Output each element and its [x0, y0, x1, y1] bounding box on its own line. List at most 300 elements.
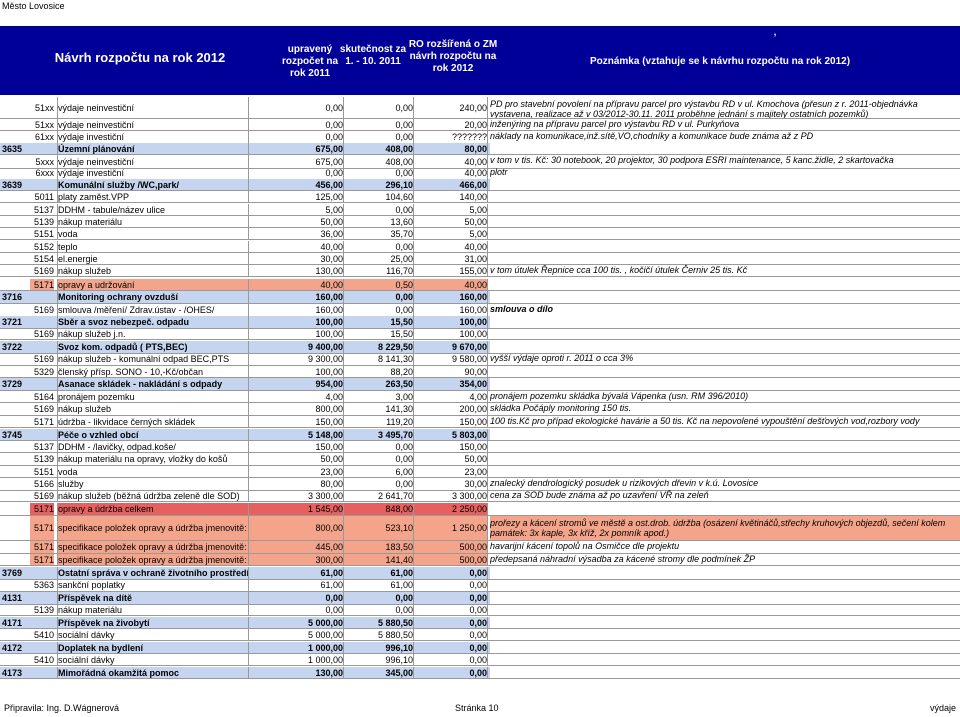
proposal-value: 40,00 — [413, 167, 488, 179]
budget-value: 100,00 — [248, 366, 343, 377]
section-id — [2, 541, 30, 553]
budget-value: 3 300,00 — [248, 490, 343, 501]
proposal-value: 0,00 — [413, 567, 488, 579]
item-name: voda — [57, 466, 257, 477]
item-code: 5169 — [33, 329, 54, 339]
budget-value: 456,00 — [248, 179, 343, 190]
note-text: pronájem pozemku skládka bývalá Vápenka (usn. RM 396/2010) — [490, 391, 749, 401]
item-name: výdaje investiční — [57, 167, 257, 179]
item-name: Svoz kom. odpadů ( PTS,BEC) — [57, 341, 257, 353]
note-text — [490, 341, 960, 353]
proposal-value: 150,00 — [413, 441, 488, 452]
budget-value: 150,00 — [248, 441, 343, 452]
proposal-value: 0,00 — [413, 629, 488, 640]
item-name: specifikace položek opravy a údržba jmenovitě: — [57, 516, 257, 540]
item-name: sankční poplatky — [57, 579, 257, 591]
section-row — [0, 143, 960, 155]
item-code: 51xx — [34, 120, 54, 130]
proposal-value: 40,00 — [413, 241, 488, 252]
item-name: voda — [57, 228, 257, 239]
item-name: výdaje neinvestiční — [57, 97, 257, 118]
footer-page: Stránka 10 — [455, 703, 499, 713]
item-name: Monitoring ochrany ovzduší — [57, 291, 257, 303]
item-code — [30, 592, 54, 604]
section-id: 3635 — [2, 144, 23, 154]
table-row — [0, 554, 960, 566]
budget-value: 23,00 — [248, 466, 343, 477]
proposal-value: 140,00 — [413, 191, 488, 202]
item-name: DDHM - tabule/název ulice — [57, 204, 257, 215]
table-row — [0, 503, 960, 516]
table-row — [0, 403, 960, 416]
budget-value: 9 400,00 — [248, 341, 343, 353]
item-code: 5171 — [30, 554, 54, 565]
note-text: cena za SOD bude známa až po uzavření VŘ na zeleň — [490, 490, 709, 500]
actual-value: 141,30 — [343, 403, 413, 415]
budget-value: 0,00 — [248, 119, 343, 130]
proposal-value: 354,00 — [413, 378, 488, 390]
item-code: 5169 — [33, 354, 54, 364]
section-id: 4172 — [2, 643, 23, 653]
item-name: výdaje investiční — [57, 131, 257, 143]
section-id: 3721 — [2, 317, 23, 327]
section-id: 3722 — [2, 342, 23, 352]
note-text: v tom v tis. Kč: 30 notebook, 20 projektor, 30 podpora ESRI maintenance, 5 kanc.židle, 2 skartovačka — [490, 155, 894, 165]
note-text — [490, 667, 960, 678]
budget-value: 675,00 — [248, 143, 343, 154]
section-row — [0, 378, 960, 391]
budget-value: 100,00 — [248, 316, 343, 328]
proposal-value: 23,00 — [413, 466, 488, 477]
item-code: 5137 — [33, 205, 54, 215]
actual-value: 116,70 — [343, 265, 413, 276]
budget-value: 160,00 — [248, 291, 343, 303]
item-code — [30, 341, 54, 353]
item-code: 5171 — [30, 541, 54, 553]
item-code: 6xxx — [35, 168, 54, 178]
budget-value: 0,00 — [248, 131, 343, 143]
note-text — [490, 378, 960, 390]
table-row — [0, 216, 960, 228]
actual-value: 0,50 — [343, 279, 413, 290]
note-text — [490, 629, 960, 640]
proposal-value: 80,00 — [413, 143, 488, 154]
note-text — [490, 503, 960, 515]
note-text — [490, 253, 960, 264]
actual-value: 15,50 — [343, 328, 413, 339]
note-text — [490, 204, 960, 215]
actual-value: 0,00 — [343, 241, 413, 252]
item-name: specifikace položek opravy a údržba jmenovitě: — [57, 541, 257, 553]
section-id — [2, 191, 30, 202]
budget-value: 1 545,00 — [248, 503, 343, 515]
item-name: Příspěvek na živobytí — [57, 617, 257, 628]
note-text: předepsaná náhradní výsadba za kácené stromy dle podmínek ŽP — [490, 554, 756, 564]
note-text — [490, 579, 960, 591]
item-code: 5139 — [33, 454, 54, 464]
budget-value: 4,00 — [248, 391, 343, 402]
budget-value: 445,00 — [248, 541, 343, 553]
note-text — [490, 604, 960, 615]
section-row — [0, 429, 960, 441]
budget-value: 5,00 — [248, 204, 343, 215]
table-row — [0, 366, 960, 378]
section-id — [2, 629, 30, 640]
table-header — [0, 25, 960, 95]
proposal-value: 100,00 — [413, 316, 488, 328]
proposal-value: 20,00 — [413, 119, 488, 130]
section-id — [2, 366, 30, 377]
actual-value: 5 880,50 — [343, 617, 413, 628]
budget-value: 160,00 — [248, 304, 343, 316]
item-name: el.energie — [57, 253, 257, 264]
item-code: 5169 — [33, 266, 54, 276]
item-name: údržba - likvidace černých skládek — [57, 416, 257, 427]
actual-value: 2 641,70 — [343, 490, 413, 501]
proposal-value: 240,00 — [413, 97, 488, 118]
item-name: nákup služeb - komunální odpad BEC,PTS — [57, 353, 257, 365]
proposal-value: 0,00 — [413, 592, 488, 604]
section-id — [2, 441, 30, 452]
item-name: Doplatek na bydlení — [57, 642, 257, 653]
note-text — [490, 279, 960, 290]
item-code: 5329 — [33, 367, 54, 377]
proposal-value: 4,00 — [413, 391, 488, 402]
proposal-value: 50,00 — [413, 216, 488, 227]
note-text: inženýring na přípravu parcel pro výstavbu RD v ul. Purkyňova — [490, 119, 740, 129]
table-row — [0, 353, 960, 366]
table-row — [0, 279, 960, 291]
section-id — [2, 119, 30, 130]
proposal-value: 500,00 — [413, 541, 488, 553]
budget-value: 0,00 — [248, 592, 343, 604]
note-text — [490, 441, 960, 452]
item-name: členský přísp. SONO - 10,-Kč/občan — [57, 366, 257, 377]
header-title: Návrh rozpočtu na rok 2012 — [54, 50, 226, 65]
actual-value: 996,10 — [343, 642, 413, 653]
note-text: havarijní kácení topolů na Osmičce dle projektu — [490, 541, 680, 551]
proposal-value: 40,00 — [413, 279, 488, 290]
section-id — [2, 490, 30, 501]
section-id: 3639 — [2, 180, 23, 190]
note-text: znalecký dendrologický posudek u rizikových dřevin v k.ú. Lovosice — [490, 478, 759, 488]
proposal-value: 5,00 — [413, 204, 488, 215]
table-row — [0, 629, 960, 641]
note-text — [490, 191, 960, 202]
item-code — [30, 642, 54, 653]
section-id — [2, 279, 30, 290]
section-id — [2, 503, 30, 515]
actual-value: 0,00 — [343, 453, 413, 465]
section-id — [2, 228, 30, 239]
note-text: prořezy a kácení stromů ve městě a ost.drob. údržba (osázení květináčů,střechy kruhových objezdů, sečení kolem památek: 3x kaple, 3x kříž, 2x pomník apod.) — [490, 516, 960, 540]
item-code — [30, 179, 54, 190]
budget-value: 5 000,00 — [248, 617, 343, 628]
note-text: smlouva o dílo — [490, 304, 554, 314]
note-text — [490, 466, 960, 477]
note-text — [490, 328, 960, 339]
budget-value: 125,00 — [248, 191, 343, 202]
proposal-value: 100,00 — [413, 328, 488, 339]
budget-value: 954,00 — [248, 378, 343, 390]
item-code: 5363 — [33, 580, 54, 590]
budget-value: 1 000,00 — [248, 642, 343, 653]
actual-value: 0,00 — [343, 291, 413, 303]
item-code: 5xxx — [35, 157, 54, 167]
actual-value: 61,00 — [343, 567, 413, 579]
item-code: 5171 — [33, 417, 54, 427]
table-row — [0, 516, 960, 541]
section-id: 4131 — [2, 593, 23, 603]
note-text — [490, 241, 960, 252]
item-code: 5171 — [30, 279, 54, 290]
item-name: služby — [57, 478, 257, 490]
budget-value: 675,00 — [248, 155, 343, 168]
actual-value: 25,00 — [343, 253, 413, 264]
item-code — [30, 429, 54, 440]
table-row — [0, 490, 960, 502]
budget-value: 100,00 — [248, 328, 343, 339]
actual-value: 408,00 — [343, 155, 413, 168]
budget-value: 130,00 — [248, 667, 343, 678]
proposal-value: 155,00 — [413, 265, 488, 276]
section-id — [2, 328, 30, 339]
page-header-city: Město Lovosice — [2, 1, 65, 11]
item-code — [30, 567, 54, 579]
actual-value: 13,60 — [343, 216, 413, 227]
item-code — [30, 617, 54, 628]
note-text — [490, 567, 960, 579]
header-proposal: RO rozšířená o ZM návrh rozpočtu na rok 2012 — [408, 39, 498, 74]
section-id: 3769 — [2, 568, 23, 578]
proposal-value: 150,00 — [413, 416, 488, 427]
budget-value: 130,00 — [248, 265, 343, 276]
proposal-value: 500,00 — [413, 554, 488, 565]
table-row — [0, 228, 960, 240]
section-id — [2, 416, 30, 427]
actual-value: 6,00 — [343, 466, 413, 477]
table-row — [0, 416, 960, 428]
section-id — [2, 466, 30, 477]
item-name: Asanace skládek - nakládání s odpady — [57, 378, 257, 390]
budget-value: 36,00 — [248, 228, 343, 239]
item-name: výdaje neinvestiční — [57, 155, 257, 168]
section-id: 4171 — [2, 618, 23, 628]
section-id — [2, 654, 30, 665]
note-text — [490, 216, 960, 227]
proposal-value: 3 300,00 — [413, 490, 488, 501]
actual-value: 0,00 — [343, 304, 413, 316]
item-name: pronájem pozemku — [57, 391, 257, 402]
item-code: 5410 — [33, 630, 54, 640]
item-code: 5164 — [33, 392, 54, 402]
proposal-value: 0,00 — [413, 617, 488, 628]
actual-value: 345,00 — [343, 667, 413, 678]
actual-value: 408,00 — [343, 143, 413, 154]
section-id — [2, 579, 30, 591]
item-code: 51xx — [34, 103, 54, 113]
item-code — [30, 143, 54, 154]
section-id — [2, 453, 30, 465]
proposal-value: 200,00 — [413, 403, 488, 415]
item-name: platy zaměst.VPP — [57, 191, 257, 202]
note-text — [490, 654, 960, 665]
proposal-value: 466,00 — [413, 179, 488, 190]
table-row — [0, 328, 960, 340]
item-name: opravy a údržba celkem — [57, 503, 257, 515]
item-code: 61xx — [34, 132, 54, 142]
section-id — [2, 253, 30, 264]
budget-value: 61,00 — [248, 567, 343, 579]
budget-value: 9 300,00 — [248, 353, 343, 365]
table-row — [0, 579, 960, 592]
note-text — [490, 429, 960, 440]
item-code: 5139 — [33, 605, 54, 615]
section-row — [0, 667, 960, 679]
section-id — [2, 97, 30, 118]
table-row — [0, 241, 960, 253]
section-id — [2, 604, 30, 615]
item-name: Sběr a svoz nebezpeč. odpadu — [57, 316, 257, 328]
item-name: sociální dávky — [57, 629, 257, 640]
note-text — [490, 228, 960, 239]
budget-value: 40,00 — [248, 279, 343, 290]
proposal-value: 160,00 — [413, 291, 488, 303]
actual-value: 0,00 — [343, 441, 413, 452]
note-text: vyšší výdaje oproti r. 2011 o cca 3% — [490, 353, 634, 363]
item-name: DDHM - /lavičky, odpad.koše/ — [57, 441, 257, 452]
item-name: Ostatní správa v ochraně životního prostředí — [57, 567, 257, 579]
proposal-value: 5,00 — [413, 228, 488, 239]
section-id: 4173 — [2, 668, 23, 678]
item-name: výdaje neinvestiční — [57, 119, 257, 130]
actual-value: 5 880,50 — [343, 629, 413, 640]
item-code: 5169 — [33, 491, 54, 501]
budget-value: 1 000,00 — [248, 654, 343, 665]
item-name: smlouva /měření/ Zdrav.ústav - /OHES/ — [57, 304, 257, 316]
actual-value: 8 141,30 — [343, 353, 413, 365]
note-text — [490, 453, 960, 465]
item-name: Mimořádná okamžitá pomoc — [57, 667, 257, 678]
table-row — [0, 466, 960, 478]
budget-value: 80,00 — [248, 478, 343, 490]
item-code: 5171 — [30, 516, 54, 540]
item-code: 5139 — [33, 217, 54, 227]
proposal-value: 0,00 — [413, 667, 488, 678]
actual-value: 35,70 — [343, 228, 413, 239]
budget-value: 150,00 — [248, 416, 343, 427]
budget-value: 0,00 — [248, 604, 343, 615]
item-name: Komunální služby /WC,park/ — [57, 179, 257, 190]
section-id: 3745 — [2, 430, 23, 440]
item-name: nákup materiálu — [57, 216, 257, 227]
actual-value: 104,60 — [343, 191, 413, 202]
actual-value: 0,00 — [343, 131, 413, 143]
actual-value: 119,20 — [343, 416, 413, 427]
actual-value: 61,00 — [343, 579, 413, 591]
table-row — [0, 119, 960, 131]
item-name: nákup služeb — [57, 265, 257, 276]
header-note: Poznámka (vztahuje se k návrhu rozpočtu na rok 2012) — [589, 56, 851, 67]
actual-value: 263,50 — [343, 378, 413, 390]
actual-value: 848,00 — [343, 503, 413, 515]
proposal-value: 0,00 — [413, 579, 488, 591]
item-code: 5011 — [34, 192, 54, 202]
proposal-value: 0,00 — [413, 654, 488, 665]
budget-value: 40,00 — [248, 241, 343, 252]
budget-value: 50,00 — [248, 453, 343, 465]
table-row — [0, 654, 960, 666]
budget-value: 300,00 — [248, 554, 343, 565]
item-code: 5151 — [33, 229, 54, 239]
item-name: nákup služeb (běžná údržba zeleně dle SOD) — [57, 490, 257, 501]
table-row — [0, 391, 960, 403]
proposal-value: 9 580,00 — [413, 353, 488, 365]
actual-value: 996,10 — [343, 654, 413, 665]
proposal-value: 30,00 — [413, 478, 488, 490]
note-text: 100 tis.Kč pro případ ekologické havárie a 50 tis. Kč na nepovolené vypouštění dešťových vod,rozbory vody — [490, 416, 920, 426]
budget-value: 5 148,00 — [248, 429, 343, 440]
note-text — [490, 291, 960, 303]
section-id — [2, 353, 30, 365]
section-row — [0, 642, 960, 654]
actual-value: 88,20 — [343, 366, 413, 377]
section-id — [2, 167, 30, 179]
table-row — [0, 453, 960, 466]
note-text — [490, 366, 960, 377]
item-code: 5169 — [33, 305, 54, 315]
header-mark: , — [773, 27, 777, 37]
section-id — [2, 216, 30, 227]
section-id — [2, 265, 30, 276]
note-text: PD pro stavební povolení na přípravu parcel pro výstavbu RD v ul. Kmochova (přesun z r. 2011-objednávka vystavena, realizace až v 03/2012-30.11. 2011 proběhne jednání s majitely ostatních pozemků) — [490, 99, 918, 118]
budget-value: 50,00 — [248, 216, 343, 227]
actual-value: 183,50 — [343, 541, 413, 553]
budget-value: 800,00 — [248, 516, 343, 540]
section-id — [2, 478, 30, 490]
actual-value: 0,00 — [343, 592, 413, 604]
note-text: plotr — [490, 167, 508, 177]
budget-value: 800,00 — [248, 403, 343, 415]
section-id — [2, 131, 30, 143]
proposal-value: 5 803,00 — [413, 429, 488, 440]
section-id — [2, 204, 30, 215]
table-row — [0, 97, 960, 119]
actual-value: 523,10 — [343, 516, 413, 540]
item-name: Příspěvek na dítě — [57, 592, 257, 604]
budget-value: 30,00 — [248, 253, 343, 264]
item-name: specifikace položek opravy a údržba jmenovitě: — [57, 554, 257, 565]
actual-value: 0,00 — [343, 97, 413, 118]
item-name: nákup služeb j.n. — [57, 328, 257, 339]
section-id — [2, 241, 30, 252]
note-text: skládka Počáply monitoring 150 tis. — [490, 403, 632, 413]
note-text — [490, 617, 960, 628]
item-code — [30, 291, 54, 303]
footer-section: výdaje — [930, 703, 957, 713]
section-id: 3716 — [2, 292, 23, 302]
table-row — [0, 191, 960, 203]
note-text — [490, 316, 960, 328]
section-row — [0, 291, 960, 304]
section-id — [2, 516, 30, 540]
actual-value: 141,40 — [343, 554, 413, 565]
actual-value: 0,00 — [343, 604, 413, 615]
budget-value: 61,00 — [248, 579, 343, 591]
note-text — [490, 143, 960, 154]
item-code: 5154 — [33, 254, 54, 264]
actual-value: 8 229,50 — [343, 341, 413, 353]
